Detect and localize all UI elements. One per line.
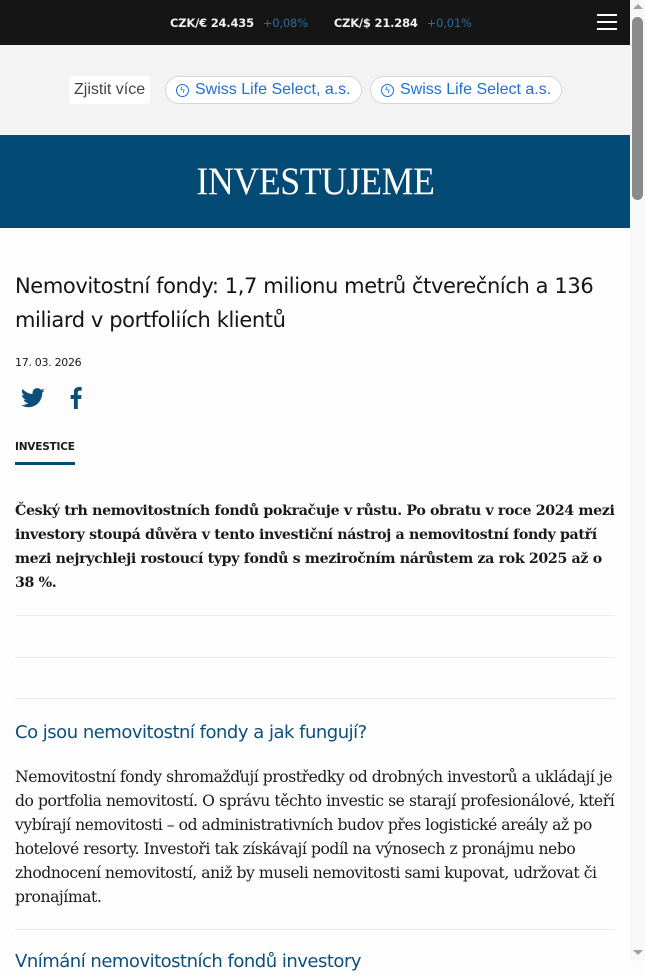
section-body: Nemovitostní fondy shromažďují prostředky od drobných investorů a ukládají je do portfolia nemovitostí. O správu těchto investic se starají profesionálové, kteří vybírají nemovitosti – od administrativních budov přes logistické areály až po hotelové resorty. Investoři tak získávají podíl na výnosech z pronájmu nebo zhodnocení nemovitostí, aniž by museli nemovitosti sami kupovat, udržovat či pronajímat. <box>15 768 615 906</box>
scroll-down-arrow-icon[interactable] <box>633 950 643 955</box>
article-lead: Český trh nemovitostních fondů pokračuje v růstu. Po obratu v roce 2024 mezi investory stoupá důvěra v tento investiční nástroj a nemovitostní fondy patří mezi nejrychleji rostoucí typy fondů s meziročním nárůstem za rok 2025 až o 38 %. <box>15 503 615 591</box>
site-logo[interactable]: INVESTUJEME <box>195 160 435 203</box>
article-date: 17. 03. 2026 <box>15 356 82 369</box>
learn-more-button[interactable]: Zjistit více <box>69 76 150 104</box>
rate-change: +0,01% <box>426 15 472 30</box>
rate-label: CZK/$ 21.284 <box>333 15 418 30</box>
divider <box>15 657 615 658</box>
section-heading: Vnímání nemovitostních fondů investory <box>15 951 361 972</box>
ad-pill-swiss-life-2[interactable] <box>370 76 562 104</box>
rate-change: +0,08% <box>262 15 308 30</box>
rate-eur <box>170 16 308 30</box>
category-tag-label[interactable]: INVESTICE <box>15 441 75 453</box>
divider <box>15 698 615 699</box>
divider <box>15 929 615 930</box>
article <box>0 269 630 974</box>
ad-bar <box>0 45 630 135</box>
facebook-icon[interactable] <box>69 387 83 409</box>
ad-pill-label: Swiss Life Select, a.s. <box>195 81 351 98</box>
rate-label: CZK/€ 24.435 <box>170 15 254 30</box>
twitter-icon[interactable] <box>21 387 45 409</box>
exchange-rate-ticker <box>0 0 630 45</box>
category-tag[interactable] <box>15 441 75 465</box>
hamburger-icon[interactable] <box>597 14 617 30</box>
scroll-up-arrow-icon[interactable] <box>633 4 643 9</box>
bolt-circle-icon: ϟ <box>381 84 394 97</box>
ad-pill-swiss-life-1[interactable] <box>165 76 362 104</box>
brand-banner <box>0 135 630 228</box>
vertical-scrollbar[interactable] <box>630 0 645 961</box>
share-buttons <box>15 386 615 410</box>
ad-pill-label: Swiss Life Select a.s. <box>400 81 552 98</box>
scrollbar-thumb[interactable] <box>632 17 643 200</box>
bolt-circle-icon: ϟ <box>176 84 189 97</box>
section-heading: Co jsou nemovitostní fondy a jak fungují? <box>15 722 367 743</box>
category-tag-underline <box>15 462 75 465</box>
article-title: Nemovitostní fondy: 1,7 milionu metrů čtverečních a 136 miliard v portfoliích klientů <box>15 274 594 332</box>
rate-usd <box>334 16 472 30</box>
divider <box>15 615 615 616</box>
